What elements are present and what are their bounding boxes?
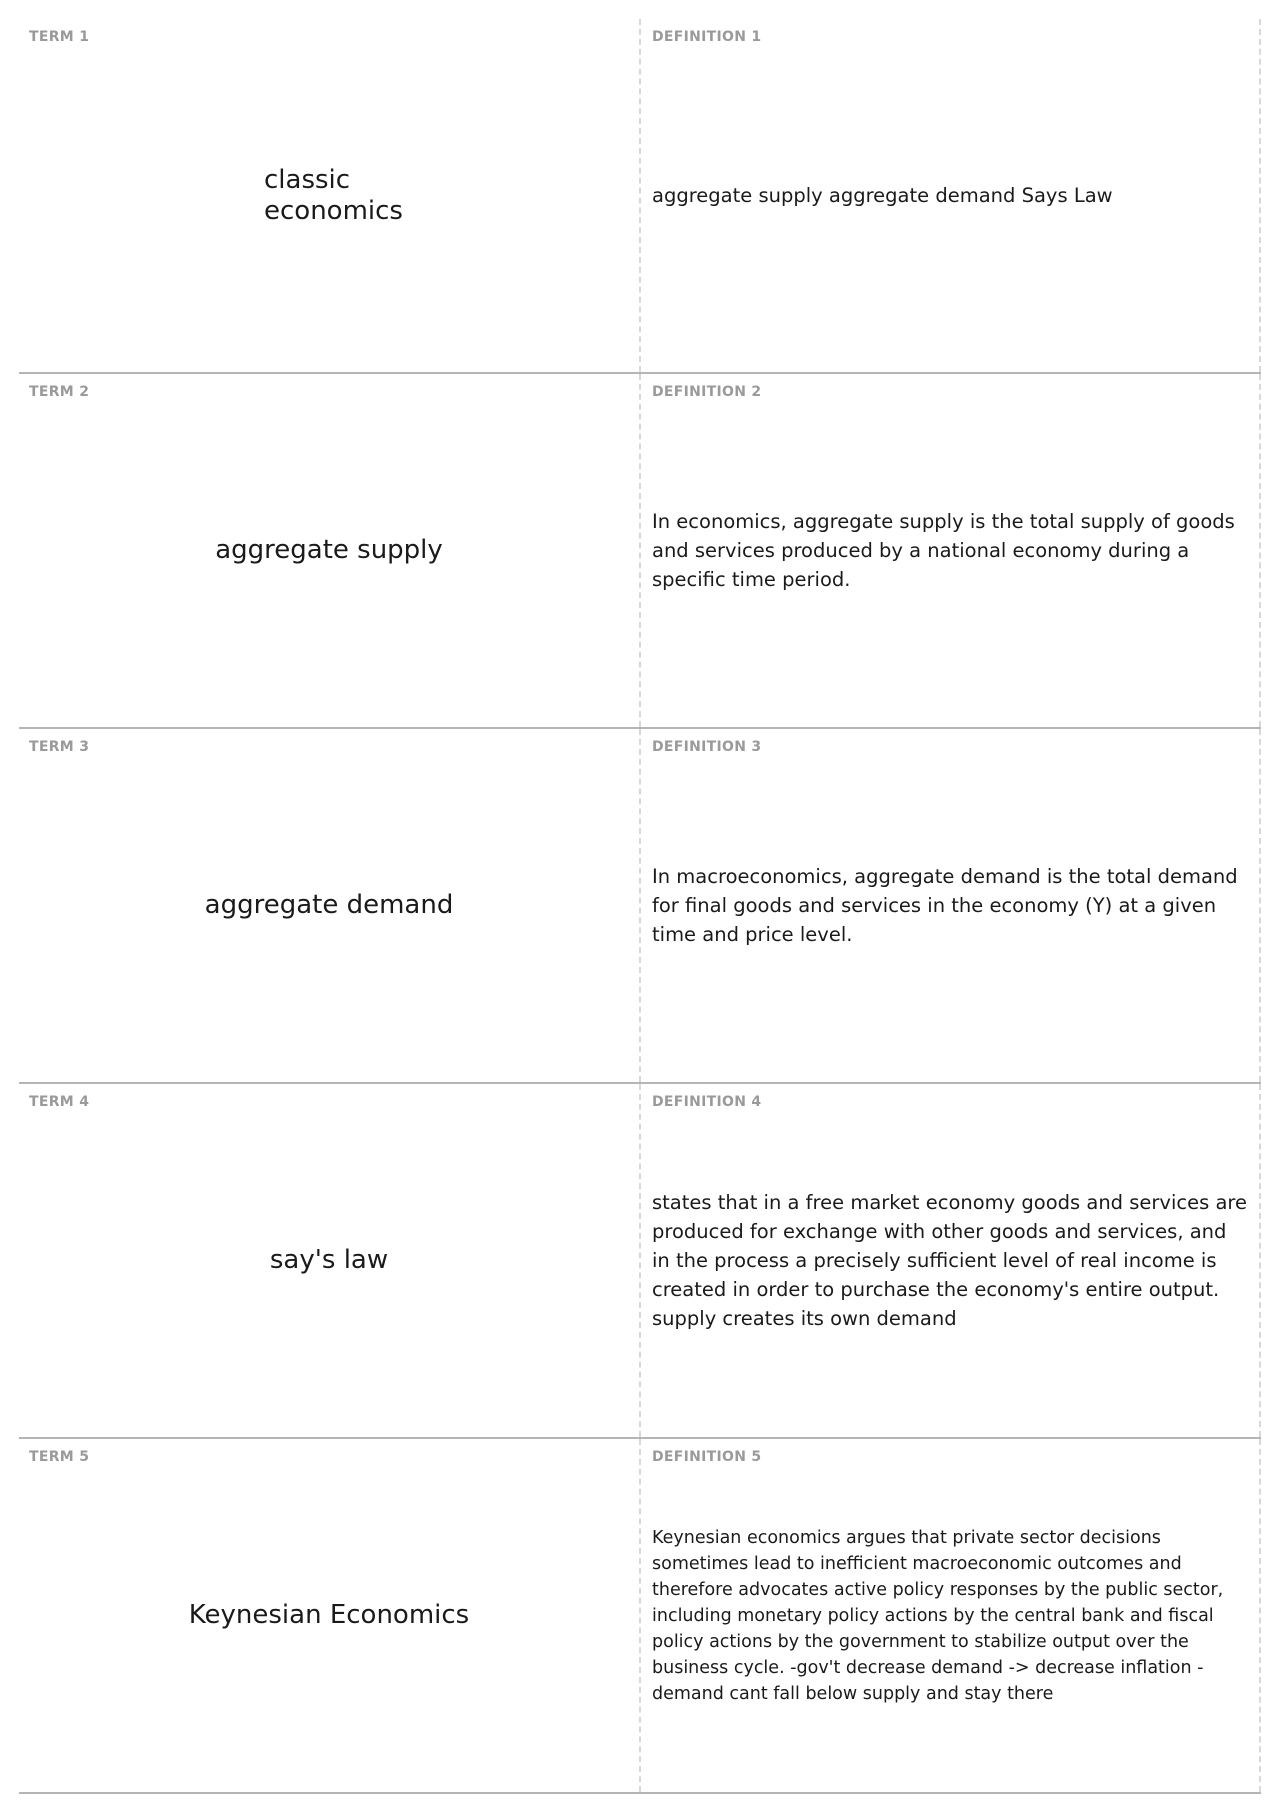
flashcard-row <box>19 1439 1261 1794</box>
term-label: TERM 4 <box>29 1094 90 1110</box>
flashcard-row <box>19 374 1261 729</box>
term-cell <box>19 1439 641 1792</box>
definition-label: DEFINITION 3 <box>652 739 762 755</box>
definition-text <box>652 19 1247 372</box>
term-value: aggregate supply <box>215 535 443 565</box>
definition-text <box>652 1084 1247 1437</box>
term-text <box>19 729 639 1082</box>
term-cell <box>19 729 641 1082</box>
definition-label: DEFINITION 5 <box>652 1449 762 1465</box>
term-label: TERM 5 <box>29 1449 90 1465</box>
term-label: TERM 2 <box>29 384 90 400</box>
term-cell <box>19 374 641 727</box>
term-text <box>19 1084 639 1437</box>
flashcard-row <box>19 1084 1261 1439</box>
term-text <box>19 19 639 372</box>
term-value: aggregate demand <box>204 890 454 920</box>
term-label: TERM 1 <box>29 29 90 45</box>
definition-text <box>652 729 1247 1082</box>
definition-label: DEFINITION 4 <box>652 1094 762 1110</box>
term-value: Keynesian Economics <box>188 1600 470 1630</box>
term-value: classic economics <box>264 164 403 226</box>
definition-cell <box>641 374 1261 727</box>
definition-value: In macroeconomics, aggregate demand is the total demand for final goods and services in the economy (Y) at a given time and price level. <box>652 865 1238 946</box>
definition-cell <box>641 1439 1261 1792</box>
definition-text <box>652 374 1247 727</box>
flashcard-row <box>19 19 1261 374</box>
definition-text <box>652 1439 1247 1792</box>
definition-value: aggregate supply aggregate demand Says Law <box>652 184 1113 207</box>
term-text <box>19 1439 639 1792</box>
flashcard-row <box>19 729 1261 1084</box>
definition-value: Keynesian economics argues that private sector decisions sometimes lead to inefficient macroeconomic outcomes and therefore advocates active policy responses by the public sector, including monetary policy actions by the central bank and fiscal policy actions by the government to stabilize output over the business cycle. -gov't decrease demand -> decrease inflation -demand cant fall below supply and stay there <box>652 1527 1224 1704</box>
definition-label: DEFINITION 2 <box>652 384 762 400</box>
term-value: say's law <box>269 1245 389 1275</box>
term-text <box>19 374 639 727</box>
definition-cell <box>641 1084 1261 1437</box>
definition-cell <box>641 729 1261 1082</box>
flashcard-sheet <box>19 19 1261 1794</box>
term-cell <box>19 1084 641 1437</box>
definition-cell <box>641 19 1261 372</box>
definition-label: DEFINITION 1 <box>652 29 762 45</box>
definition-value: states that in a free market economy goods and services are produced for exchange with other goods and services, and in the process a precisely sufficient level of real income is created in order to purchase the economy's entire output. supply creates its own demand <box>652 1191 1247 1330</box>
term-cell <box>19 19 641 372</box>
definition-value: In economics, aggregate supply is the total supply of goods and services produced by a national economy during a specific time period. <box>652 510 1235 591</box>
term-label: TERM 3 <box>29 739 90 755</box>
